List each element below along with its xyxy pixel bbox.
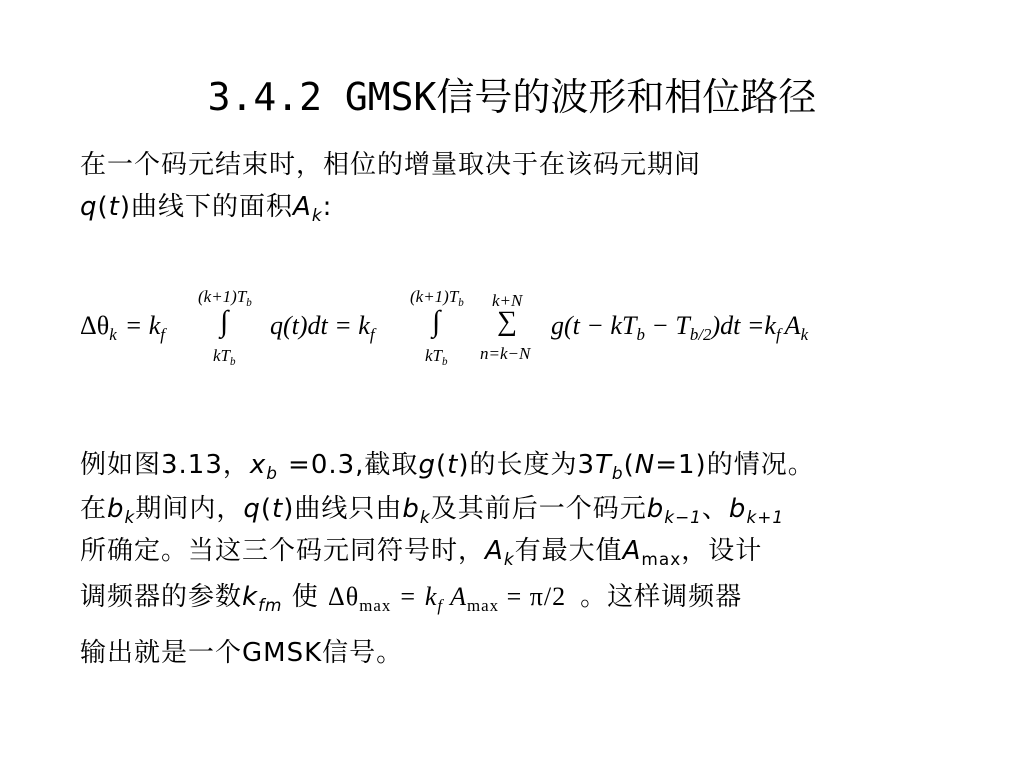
t-symbol: t — [108, 192, 120, 222]
sum-sign: ∑ — [497, 306, 517, 337]
sum-upper: k+N — [492, 291, 523, 310]
slide-title: 3.4.2 GMSK信号的波形和相位路径 — [207, 75, 817, 119]
paragraph2-line4: 调频器的参数$k_{fm}$ 使 $\Delta\theta_{max} = k_f$ $A_{max} = \pi/2$ 。这样调频器 — [80, 582, 743, 615]
paragraph2-line5: 输出就是一个GMSK信号。 — [80, 638, 404, 668]
sum-lower: n=k−N — [480, 344, 531, 363]
int1-sign: ∫ — [220, 305, 229, 338]
paragraph1-line2 — [80, 190, 332, 232]
int2-upper: $(k+1)T_b$ — [410, 287, 464, 309]
q-symbol: q — [80, 192, 98, 222]
int1-lower: $kT_b$ — [213, 346, 236, 368]
paragraph1-line1: 在一个码元结束时，相位的增量取决于在该码元期间 — [80, 150, 702, 180]
int1-upper: $(k+1)T_b$ — [198, 287, 252, 309]
paren-close: ) — [119, 192, 132, 222]
paragraph2-line1: 例如图3.13，$x_b =0.3$,截取g(t)的长度为$3T_b(N=1)$的情况。 — [80, 450, 815, 483]
eq-lhs: $\Delta\theta_k = k_f$ — [80, 311, 165, 344]
int2-lower: $kT_b$ — [425, 346, 448, 368]
inline-equation: $\Delta\theta_{max} = k_f$ $A_{max} = \pi/2$ — [328, 582, 567, 615]
paragraph2-line3: 所确定。当这三个码元同符号时，$A_k$有最大值$A_{max}$，设计 — [80, 536, 763, 569]
int2-sign: ∫ — [432, 305, 441, 338]
integrand2: $g(t - kT_b - T_{b/2})dt =k_f$ $A_k$ — [551, 311, 809, 344]
colon: : — [322, 192, 333, 222]
paren-open: ( — [97, 192, 109, 222]
A-symbol: A — [293, 192, 312, 222]
line2-text: 曲线下的面积 — [131, 192, 294, 222]
paragraph2-line2: 在$b_k$期间内，q(t)曲线只由$b_k$及其前后一个码元$b_{k-1}$、$b_{k+1}$ — [80, 494, 785, 527]
A-subscript: k — [311, 204, 323, 225]
integrand1: $q(t)dt = k_f$ — [270, 311, 375, 344]
